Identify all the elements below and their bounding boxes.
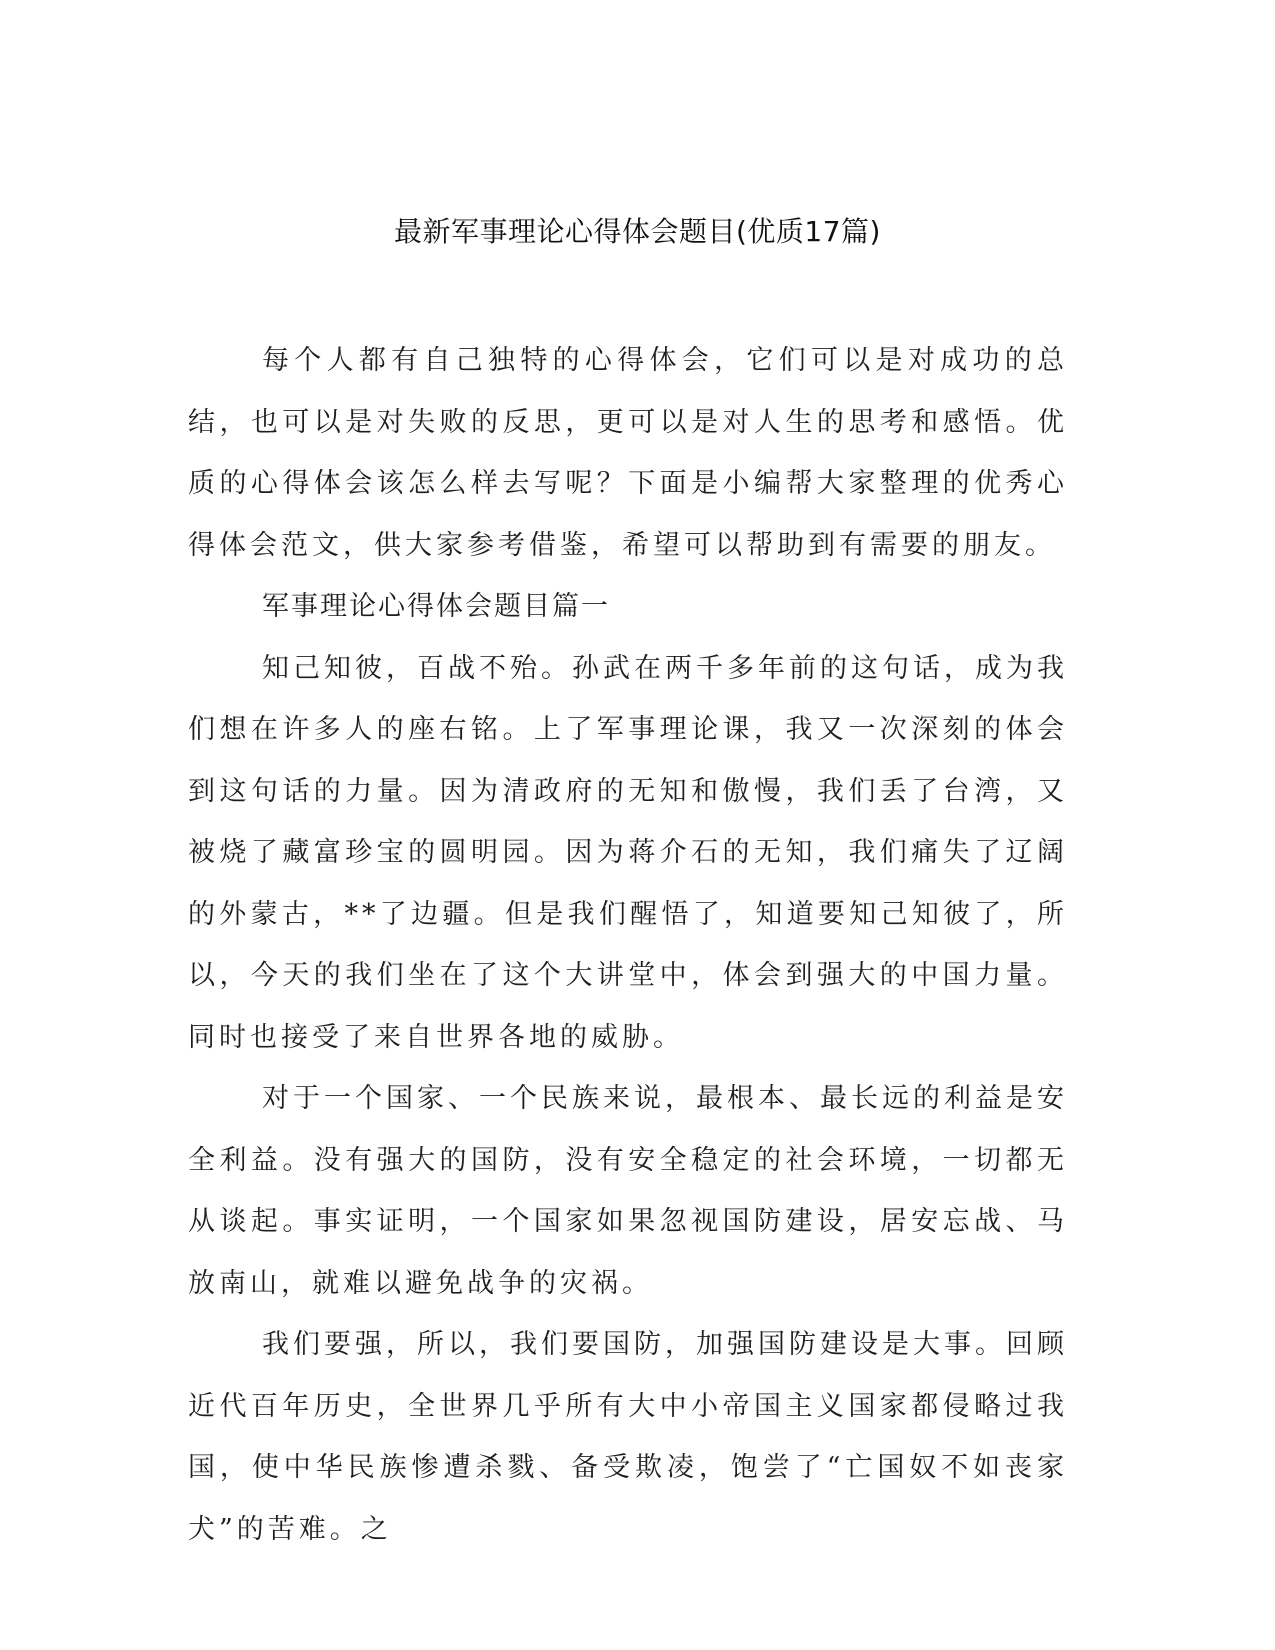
body-paragraph: 我们要强，所以，我们要国防，加强国防建设是大事。回顾近代百年历史，全世界几乎所有大中小帝国主义国家都侵略过我国，使中华民族惨遭杀戮、备受欺凌，饱尝了“亡国奴不如丧家犬”的苦难。之 — [188, 1329, 1068, 1545]
body-paragraph: 知己知彼，百战不殆。孙武在两千多年前的这句话，成为我们想在许多人的座右铭。上了军事理论课，我又一次深刻的体会到这句话的力量。因为清政府的无知和傲慢，我们丢了台湾，又被烧了藏富珍宝的圆明园。因为蒋介石的无知，我们痛失了辽阔的外蒙古，**了边疆。但是我们醒悟了，知道要知己知彼了，所以，今天的我们坐在了这个大讲堂中，体会到强大的中国力量。同时也接受了来自世界各地的威胁。 — [188, 652, 1068, 1053]
document-body — [188, 330, 1068, 1560]
page-title: 最新军事理论心得体会题目(优质17篇) — [394, 215, 881, 248]
intro-paragraph: 每个人都有自己独特的心得体会，它们可以是对成功的总结，也可以是对失败的反思，更可以是对人生的思考和感悟。优质的心得体会该怎么样去写呢？下面是小编帮大家整理的优秀心得体会范文，供大家参考借鉴，希望可以帮助到有需要的朋友。 — [188, 345, 1068, 561]
section-heading: 军事理论心得体会题目篇一 — [262, 591, 610, 622]
body-paragraph: 对于一个国家、一个民族来说，最根本、最长远的利益是安全利益。没有强大的国防，没有安全稳定的社会环境，一切都无从谈起。事实证明，一个国家如果忽视国防建设，居安忘战、马放南山，就难以避免战争的灾祸。 — [188, 1083, 1068, 1299]
